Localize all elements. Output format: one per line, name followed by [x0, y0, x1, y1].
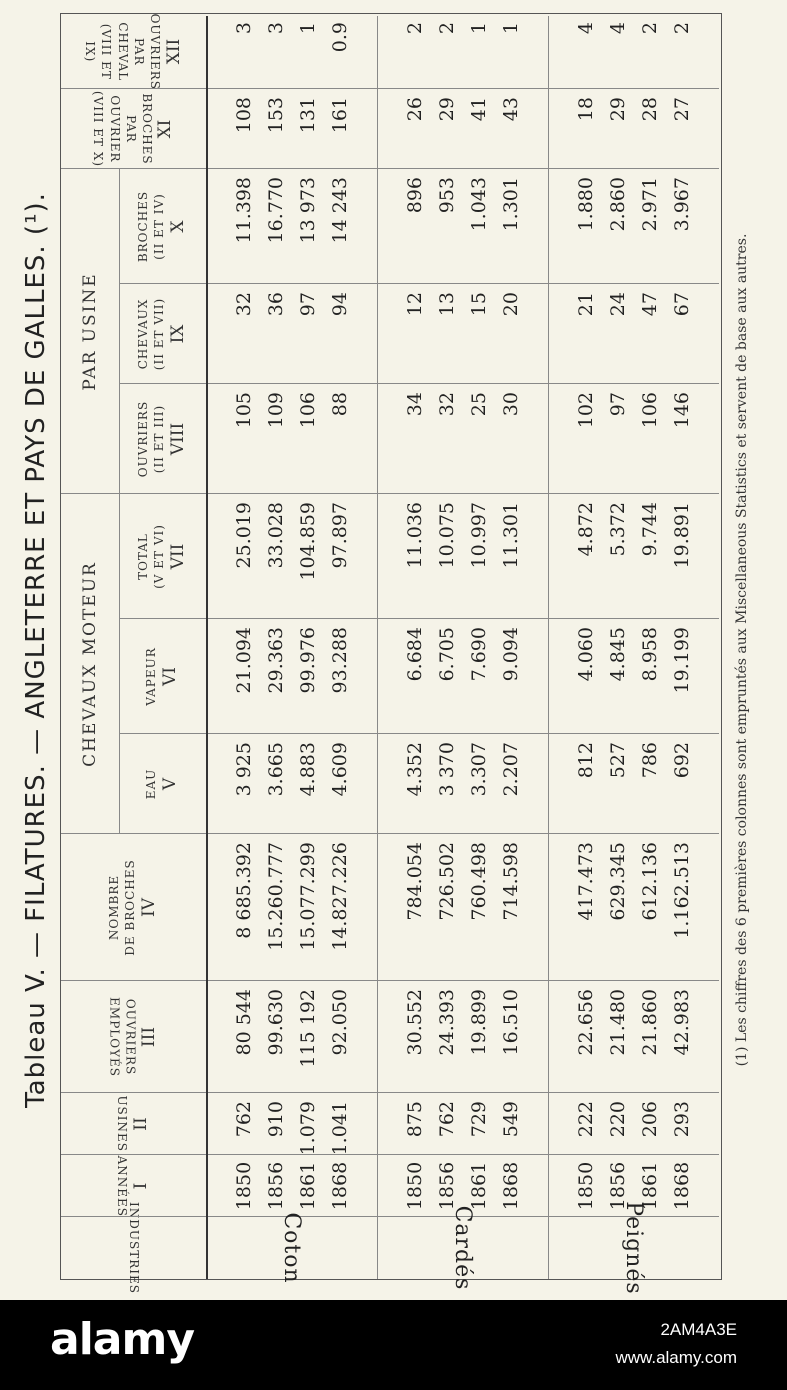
- header-broches-par-ouvrier-labels: [90, 89, 155, 169]
- header-ouvriers-par-cheval-sub: (VIII ET IX): [82, 23, 113, 80]
- header-par-usine-label: PAR USINE: [79, 272, 100, 391]
- header-de-broches-label: DE BROCHES: [123, 859, 138, 956]
- header-total: [119, 494, 206, 619]
- ouvriers-cell: 22.656: [574, 989, 597, 1056]
- broches-usine-cell: 2.860: [606, 177, 629, 232]
- total-cardes: [377, 494, 548, 619]
- total-cell: 104.859: [296, 502, 319, 581]
- industry-cardes: Cardés: [450, 1205, 476, 1291]
- usines-coton: [206, 1093, 377, 1155]
- ouvriers-cheval-cell: 4: [606, 22, 629, 35]
- stock-watermark-bar: [0, 1300, 787, 1390]
- total-cell: 11.036: [403, 502, 426, 569]
- header-usines: [61, 1093, 206, 1155]
- header-chevaux-par-usine-sub: (II ET VII): [152, 297, 167, 371]
- ouvriers-cheval-cell: 4: [574, 22, 597, 35]
- ouvriers-usine-cell: 97: [606, 392, 629, 417]
- year-cell: 1868: [670, 1161, 693, 1211]
- broches-par-ouvrier-cardes: [377, 89, 548, 169]
- industry-coton: Coton: [279, 1212, 305, 1284]
- total-cell: 19.891: [670, 502, 693, 569]
- total-cell: 9.744: [638, 502, 661, 557]
- usines-cell: 762: [232, 1101, 255, 1138]
- ouvriers-cheval-cell: 2: [638, 22, 661, 35]
- vapeur-cell: 19.199: [670, 627, 693, 694]
- usines-cell: 1.079: [296, 1101, 319, 1156]
- eau-cell: 527: [606, 742, 629, 779]
- image-id: 2AM4A3E: [660, 1320, 737, 1339]
- group-divider: [119, 169, 120, 834]
- data-table: [60, 13, 722, 1295]
- header-eau-label: EAU: [143, 768, 158, 800]
- total-cell: 97.897: [328, 502, 351, 569]
- total-cell: 25.019: [232, 502, 255, 569]
- broches-ouvrier-cell: 43: [499, 97, 522, 122]
- usines-cell: 293: [670, 1101, 693, 1138]
- ouvriers-par-cheval-cardes: [377, 14, 548, 89]
- broches-par-usine-coton: [206, 169, 377, 284]
- broches-ouvrier-cell: 41: [467, 97, 490, 122]
- broches-cell: 14.827.226: [328, 842, 351, 951]
- years-coton: [206, 1155, 377, 1217]
- year-cell: 1850: [403, 1161, 426, 1211]
- usines-cell: 729: [467, 1101, 490, 1138]
- ouvriers-par-usine-cardes: [377, 384, 548, 494]
- header-industries-label: INDUSTRIES: [126, 1202, 141, 1294]
- header-ouvriers-par-cheval-labels: [82, 13, 163, 89]
- eau-cell: 4.883: [296, 742, 319, 797]
- broches-usine-cell: 16.770: [264, 177, 287, 244]
- broches-ouvrier-cell: 18: [574, 97, 597, 122]
- header-par-ouvrier-label: PAR OUVRIER: [107, 95, 138, 163]
- broches-cell: 8 685.392: [232, 842, 255, 939]
- ouvriers-usine-cell: 30: [499, 392, 522, 417]
- broches-cell: 612.136: [638, 842, 661, 921]
- year-cell: 1868: [328, 1161, 351, 1211]
- broches-cell: 417.473: [574, 842, 597, 921]
- broches-ouvrier-cell: 108: [232, 97, 255, 134]
- header-nombre-broches: [61, 834, 206, 981]
- year-cell: 1861: [296, 1161, 319, 1211]
- year-cell: 1856: [606, 1161, 629, 1211]
- chevaux-usine-cell: 21: [574, 292, 597, 317]
- ouvriers-cheval-cell: 2: [670, 22, 693, 35]
- header-total-numeral: VII: [168, 543, 189, 570]
- broches-usine-cell: 896: [403, 177, 426, 214]
- header-broches-par-usine-label: BROCHES: [135, 190, 150, 263]
- vapeur-cell: 29.363: [264, 627, 287, 694]
- vapeur-cell: 21.094: [232, 627, 255, 694]
- broches-ouvrier-cell: 28: [638, 97, 661, 122]
- year-cell: 1861: [638, 1161, 661, 1211]
- vapeur-coton: [206, 619, 377, 734]
- eau-cell: 3 370: [435, 742, 458, 797]
- broches-ouvrier-cell: 29: [606, 97, 629, 122]
- broches-cell: 760.498: [467, 842, 490, 921]
- header-annees-numeral: I: [131, 1182, 152, 1190]
- eau-cell: 786: [638, 742, 661, 779]
- broches-usine-cell: 1.880: [574, 177, 597, 232]
- years-peignes: [548, 1155, 719, 1217]
- ouvriers-usine-cell: 146: [670, 392, 693, 429]
- usines-cell: 875: [403, 1101, 426, 1138]
- header-chevaux-par-usine: [119, 284, 206, 384]
- broches-ouvrier-cell: 161: [328, 97, 351, 134]
- broches-usine-cell: 13 973: [296, 177, 319, 244]
- broches-ouvrier-cell: 131: [296, 97, 319, 134]
- ouvriers-usine-cell: 106: [296, 392, 319, 429]
- broches-cell: 15.260.777: [264, 842, 287, 951]
- vapeur-cell: 99.976: [296, 627, 319, 694]
- ouvriers-peignes: [548, 981, 719, 1093]
- header-usines-numeral: II: [131, 1117, 152, 1131]
- ouvriers-cheval-cell: 1: [296, 22, 319, 35]
- broches-coton: [206, 834, 377, 981]
- broches-par-ouvrier-coton: [206, 89, 377, 169]
- header-vapeur-numeral: VI: [160, 667, 181, 686]
- header-broches-par-ouvrier-sub: (VIII ET X): [90, 90, 105, 168]
- year-cell: 1850: [574, 1161, 597, 1211]
- eau-coton: [206, 734, 377, 834]
- ouvriers-cell: 99.630: [264, 989, 287, 1056]
- header-broches-label: BROCHES: [139, 93, 154, 165]
- ouvriers-cell: 92.050: [328, 989, 351, 1056]
- broches-par-usine-peignes: [548, 169, 719, 284]
- header-annees-label: ANNÉES: [115, 1155, 130, 1217]
- usines-cardes: [377, 1093, 548, 1155]
- header-total-label: TOTAL: [135, 533, 150, 580]
- ouvriers-par-cheval-coton: [206, 14, 377, 89]
- chevaux-usine-cell: 36: [264, 292, 287, 317]
- header-ouvriers-par-usine-sub: (II ET III): [152, 404, 167, 474]
- eau-cell: 3.307: [467, 742, 490, 797]
- header-broches-par-usine: [119, 169, 206, 284]
- broches-peignes: [548, 834, 719, 981]
- header-broches-par-usine-numeral: X: [168, 220, 189, 233]
- broches-cell: 726.502: [435, 842, 458, 921]
- ouvriers-cheval-cell: 3: [264, 22, 287, 35]
- eau-cardes: [377, 734, 548, 834]
- vapeur-cardes: [377, 619, 548, 734]
- broches-ouvrier-cell: 29: [435, 97, 458, 122]
- chevaux-par-usine-cardes: [377, 284, 548, 384]
- header-annees: [61, 1155, 206, 1217]
- header-total-sub: (V ET VI): [152, 524, 167, 589]
- broches-par-usine-cardes: [377, 169, 548, 284]
- chevaux-usine-cell: 12: [403, 292, 426, 317]
- header-ouvriers-pc-label: OUVRIERS: [147, 13, 162, 90]
- vapeur-cell: 4.845: [606, 627, 629, 682]
- ouvriers-usine-cell: 25: [467, 392, 490, 417]
- eau-cell: 812: [574, 742, 597, 779]
- header-employes-label: EMPLOYÉS: [107, 997, 122, 1077]
- header-chevaux-moteur-label: CHEVAUX MOTEUR: [79, 561, 100, 767]
- chevaux-usine-cell: 97: [296, 292, 319, 317]
- total-peignes: [548, 494, 719, 619]
- broches-ouvrier-cell: 26: [403, 97, 426, 122]
- header-ouvriers-par-cheval-numeral: XII: [163, 38, 184, 65]
- eau-cell: 4.609: [328, 742, 351, 797]
- header-vapeur-label: VAPEUR: [143, 647, 158, 706]
- year-cell: 1861: [467, 1161, 490, 1211]
- chevaux-usine-cell: 47: [638, 292, 661, 317]
- header-industries: [61, 1202, 206, 1294]
- broches-cell: 1.162.513: [670, 842, 693, 939]
- chevaux-usine-cell: 67: [670, 292, 693, 317]
- ouvriers-cell: 42.983: [670, 989, 693, 1056]
- alamy-logo: alamy: [50, 1314, 194, 1365]
- header-ouvriers-employes-labels: [106, 997, 138, 1077]
- ouvriers-cell: 115 192: [296, 989, 319, 1068]
- header-ouvriers-employes-numeral: III: [139, 1026, 160, 1048]
- usines-cell: 222: [574, 1101, 597, 1138]
- total-cell: 4.872: [574, 502, 597, 557]
- vapeur-cell: 6.684: [403, 627, 426, 682]
- broches-cell: 15.077.299: [296, 842, 319, 951]
- header-ouvriers-employes: [61, 981, 206, 1093]
- broches-usine-cell: 2.971: [638, 177, 661, 232]
- header-ouvriers-par-usine-label: OUVRIERS: [135, 400, 150, 478]
- ouvriers-usine-cell: 105: [232, 392, 255, 429]
- broches-ouvrier-cell: 153: [264, 97, 287, 134]
- usines-cell: 762: [435, 1101, 458, 1138]
- usines-cell: 549: [499, 1101, 522, 1138]
- ouvriers-par-usine-peignes: [548, 384, 719, 494]
- total-cell: 33.028: [264, 502, 287, 569]
- header-par-usine: [61, 169, 119, 494]
- eau-cell: 3 925: [232, 742, 255, 797]
- header-eau: [119, 734, 206, 834]
- header-eau-numeral: V: [160, 777, 181, 791]
- eau-cell: 4.352: [403, 742, 426, 797]
- site-url: www.alamy.com: [615, 1348, 737, 1367]
- year-cell: 1850: [232, 1161, 255, 1211]
- usines-cell: 220: [606, 1101, 629, 1138]
- ouvriers-coton: [206, 981, 377, 1093]
- ouvriers-cheval-cell: 3: [232, 22, 255, 35]
- chevaux-usine-cell: 13: [435, 292, 458, 317]
- ouvriers-cell: 19.899: [467, 989, 490, 1056]
- year-cell: 1856: [264, 1161, 287, 1211]
- chevaux-usine-cell: 20: [499, 292, 522, 317]
- broches-cell: 629.345: [606, 842, 629, 921]
- eau-peignes: [548, 734, 719, 834]
- ouvriers-cell: 80 544: [232, 989, 255, 1056]
- usines-cell: 206: [638, 1101, 661, 1138]
- header-ouvriers-par-usine: [119, 384, 206, 494]
- ouvriers-cardes: [377, 981, 548, 1093]
- broches-usine-cell: 14 243: [328, 177, 351, 244]
- broches-usine-cell: 11.398: [232, 177, 255, 244]
- chevaux-usine-cell: 15: [467, 292, 490, 317]
- ouvriers-usine-cell: 34: [403, 392, 426, 417]
- header-nombre-broches-numeral: IV: [139, 898, 160, 917]
- chevaux-usine-cell: 24: [606, 292, 629, 317]
- ouvriers-cell: 30.552: [403, 989, 426, 1056]
- vapeur-cell: 4.060: [574, 627, 597, 682]
- header-broches-par-ouvrier: [61, 89, 206, 169]
- year-cell: 1868: [499, 1161, 522, 1211]
- ouvriers-usine-cell: 88: [328, 392, 351, 417]
- years-cardes: [377, 1155, 548, 1217]
- ouvriers-cheval-cell: 1: [467, 22, 490, 35]
- header-vapeur: [119, 619, 206, 734]
- chevaux-par-usine-peignes: [548, 284, 719, 384]
- ouvriers-cell: 24.393: [435, 989, 458, 1056]
- vapeur-peignes: [548, 619, 719, 734]
- ouvriers-cell: 21.860: [638, 989, 661, 1056]
- ouvriers-cheval-cell: 2: [435, 22, 458, 35]
- vapeur-cell: 8.958: [638, 627, 661, 682]
- total-cell: 10.997: [467, 502, 490, 569]
- ouvriers-par-usine-coton: [206, 384, 377, 494]
- header-chevaux-par-usine-label: CHEVAUX: [135, 298, 150, 370]
- header-usines-label: USINES: [115, 1095, 130, 1153]
- chevaux-usine-cell: 32: [232, 292, 255, 317]
- header-chevaux-par-usine-numeral: IX: [168, 324, 189, 344]
- broches-usine-cell: 1.301: [499, 177, 522, 232]
- ouvriers-cell: 21.480: [606, 989, 629, 1056]
- header-broches-par-usine-sub: (II ET IV): [152, 193, 167, 260]
- header-ouvriers-par-cheval: [61, 14, 206, 89]
- ouvriers-usine-cell: 106: [638, 392, 661, 429]
- ouvriers-usine-cell: 109: [264, 392, 287, 429]
- ouvriers-cheval-cell: 1: [499, 22, 522, 35]
- chevaux-usine-cell: 94: [328, 292, 351, 317]
- header-ouvriers-par-usine-numeral: VIII: [168, 422, 189, 456]
- chevaux-par-usine-coton: [206, 284, 377, 384]
- eau-cell: 3.665: [264, 742, 287, 797]
- total-cell: 5.372: [606, 502, 629, 557]
- vapeur-cell: 6.705: [435, 627, 458, 682]
- eau-cell: 2.207: [499, 742, 522, 797]
- header-broches-par-ouvrier-numeral: XI: [155, 119, 176, 139]
- vapeur-cell: 7.690: [467, 627, 490, 682]
- ouvriers-usine-cell: 102: [574, 392, 597, 429]
- ouvriers-cheval-cell: 2: [403, 22, 426, 35]
- year-cell: 1856: [435, 1161, 458, 1211]
- total-cell: 10.075: [435, 502, 458, 569]
- eau-cell: 692: [670, 742, 693, 779]
- total-coton: [206, 494, 377, 619]
- header-par-cheval-label: PAR CHEVAL: [115, 22, 146, 81]
- industry-peignes: Peignés: [621, 1201, 647, 1295]
- usines-peignes: [548, 1093, 719, 1155]
- broches-cell: 784.054: [403, 842, 426, 921]
- ouvriers-par-cheval-peignes: [548, 14, 719, 89]
- broches-usine-cell: 1.043: [467, 177, 490, 232]
- ouvriers-cell: 16.510: [499, 989, 522, 1056]
- broches-cardes: [377, 834, 548, 981]
- header-nombre-label: NOMBRE: [106, 874, 121, 941]
- header-ouvriers-label: OUVRIERS: [123, 998, 138, 1076]
- broches-ouvrier-cell: 27: [670, 97, 693, 122]
- broches-par-ouvrier-peignes: [548, 89, 719, 169]
- table-title: Tableau V. — FILATURES. — ANGLETERRE ET PAYS DE GALLES. (¹).: [21, 192, 51, 1108]
- usines-cell: 910: [264, 1101, 287, 1138]
- header-chevaux-moteur: [61, 494, 119, 834]
- ouvriers-cheval-cell: 0.9: [328, 22, 351, 53]
- vapeur-cell: 9.094: [499, 627, 522, 682]
- usines-cell: 1.041: [328, 1101, 351, 1156]
- broches-cell: 714.598: [499, 842, 522, 921]
- total-cell: 11.301: [499, 502, 522, 569]
- footnote: (1) Les chiffres des 6 premières colonnes sont empruntés aux Miscellaneous Statistics et servent de base aux autres.: [734, 233, 750, 1067]
- vapeur-cell: 93.288: [328, 627, 351, 694]
- broches-usine-cell: 3.967: [670, 177, 693, 232]
- broches-usine-cell: 953: [435, 177, 458, 214]
- ouvriers-usine-cell: 32: [435, 392, 458, 417]
